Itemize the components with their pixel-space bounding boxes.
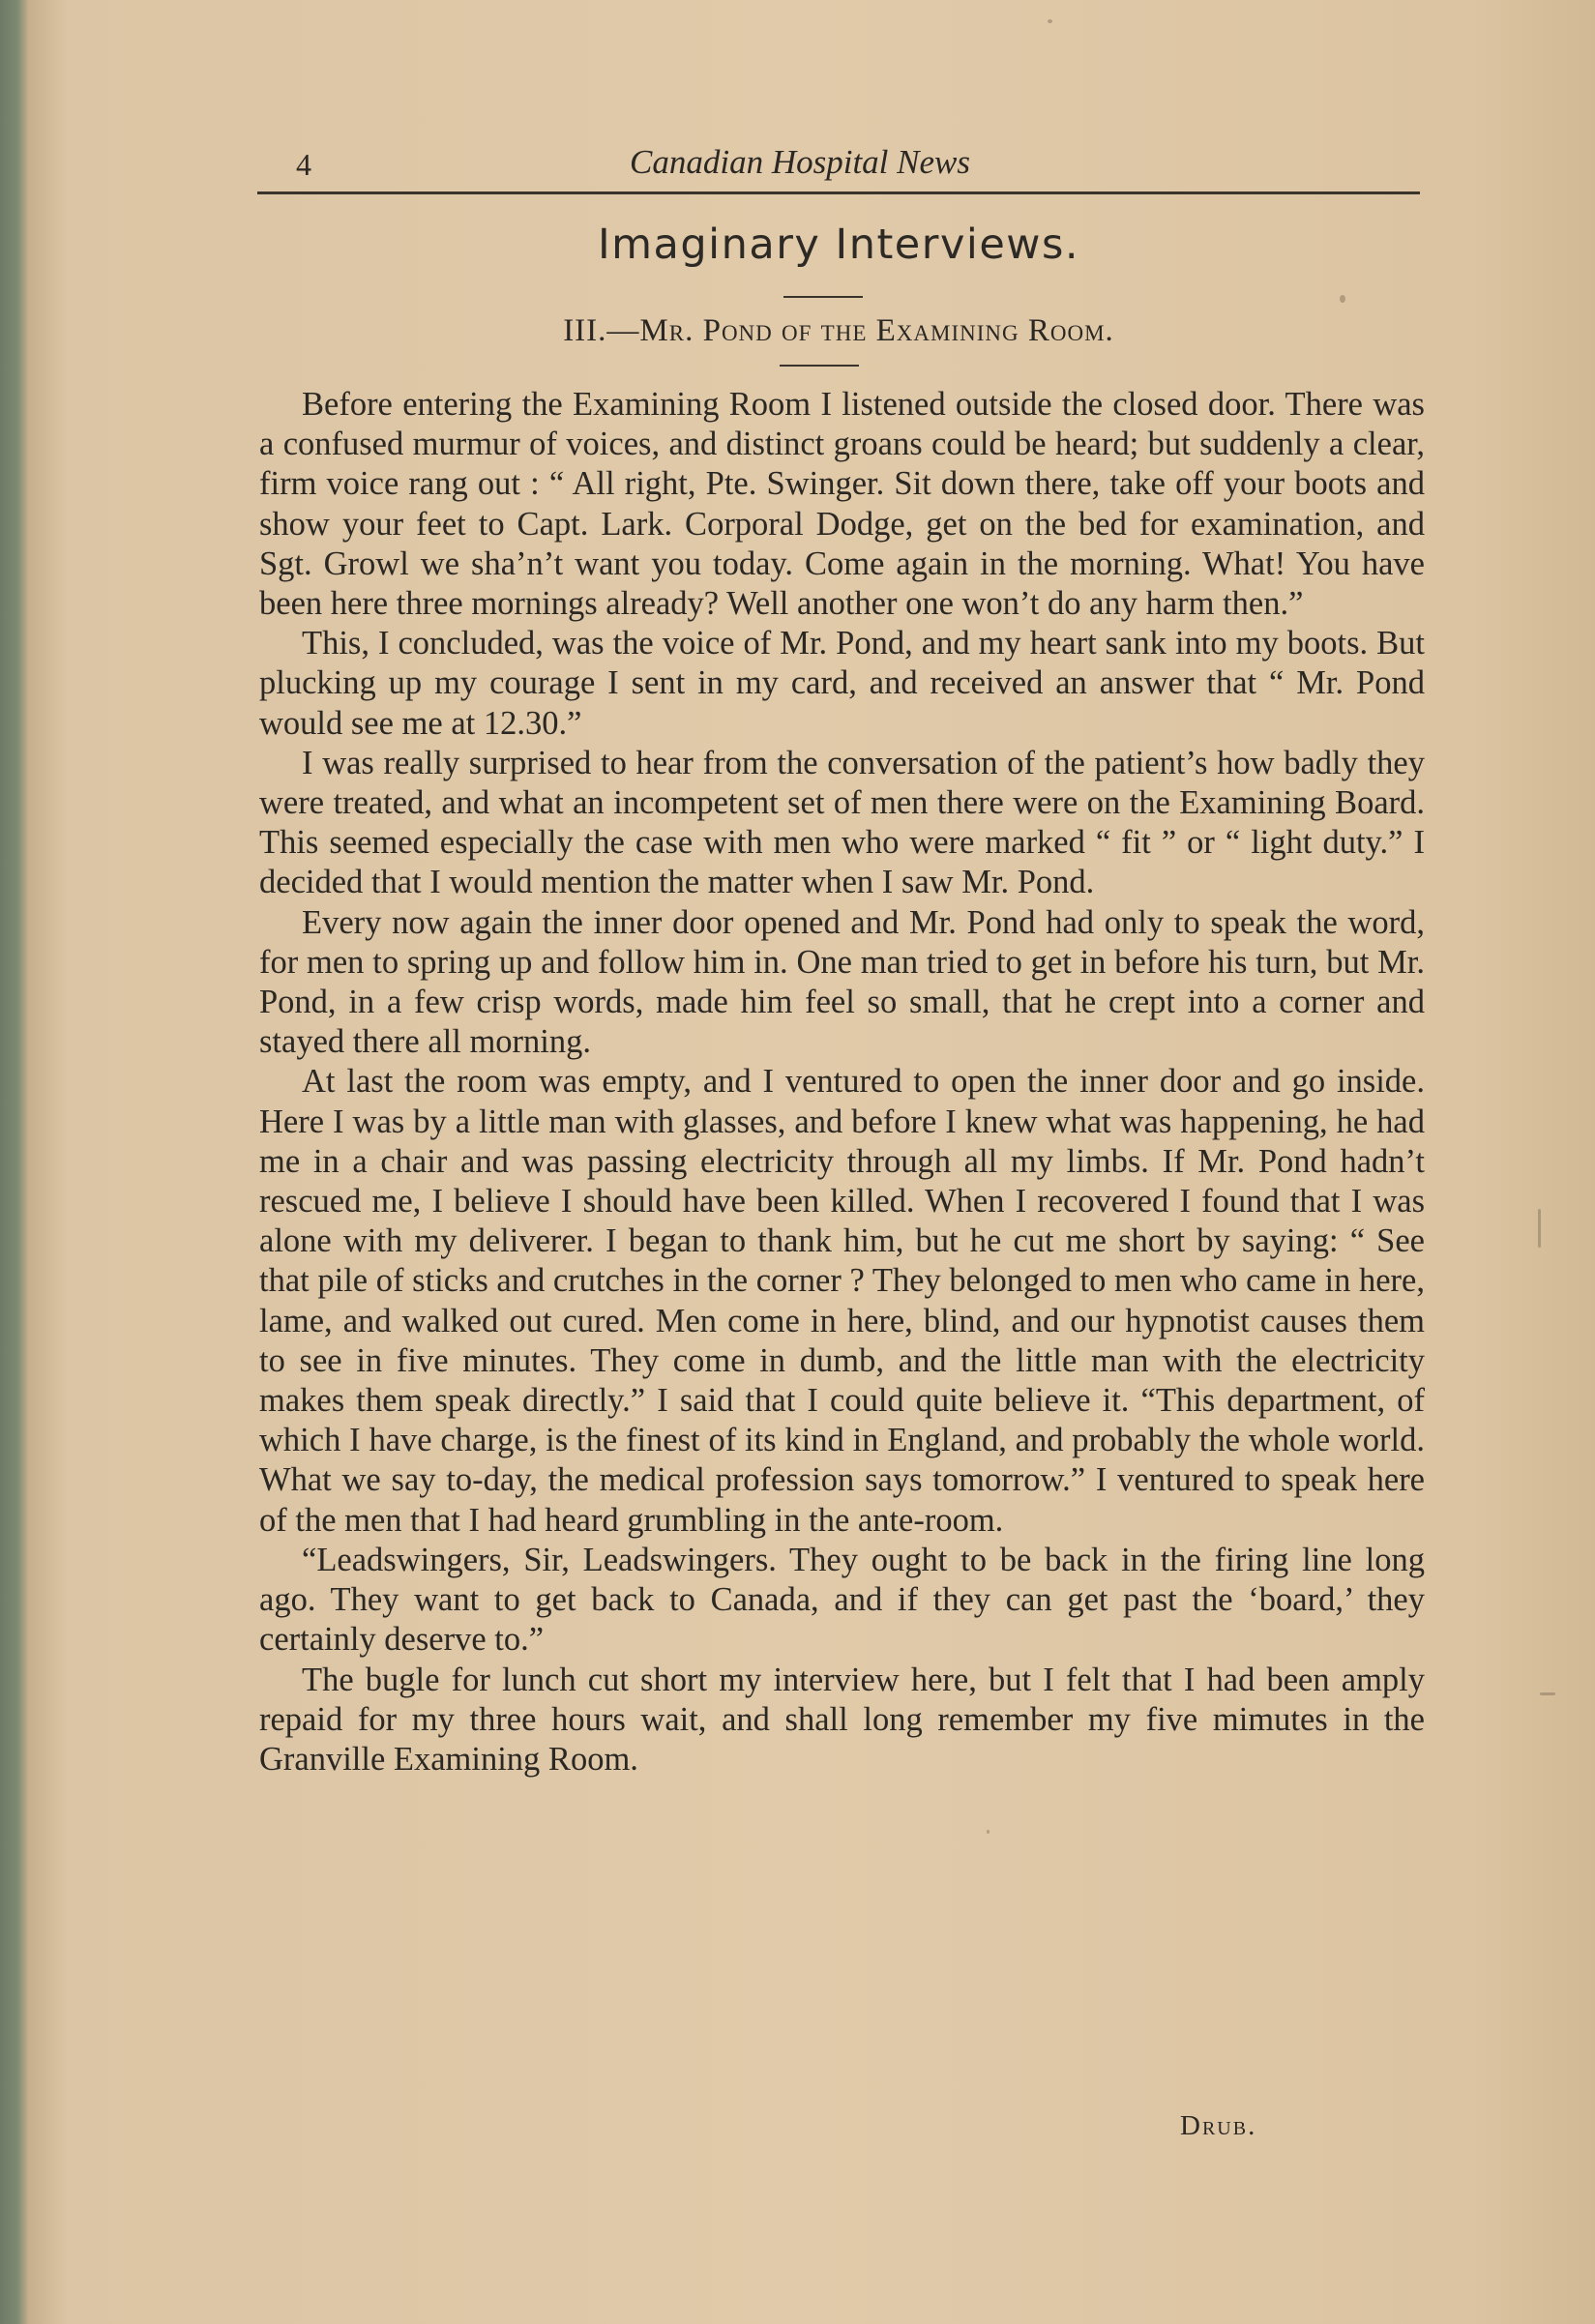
author-signature: Drub. [1180,2110,1257,2141]
paper-speck [1340,295,1345,303]
paragraph: “Leadswingers, Sir, Leadswingers. They ought to be back in the firing line long ago. They want to get back to Canada, and if they can get past the ‘board,’ they certainly deserve to.” [259,1541,1425,1659]
paper-speck [987,1830,989,1834]
paragraph: At last the room was empty, and I ventured to open the inner door and go inside. Here I was by a little man with glasses, and before I knew what was happening, he had me in a chair and was passing electricity through all my limbs. If Mr. Pond hadn’t rescued me, I believe I should have been killed. When I recovered I found that I was alone with my deliverer. I began to thank him, but he cut me short by saying: “ See that pile of sticks and crutches in the corner ? They belonged to men who came in here, lame, and walked out cured. Men come in here, blind, and our hypnotist causes them to see in five minutes. They come in dumb, and the little man with the electricity makes them speak directly.” I said that I could quite believe it. “This department, of which I have charge, is the finest of its kind in England, and probably the whole world. What we say to-day, the medical profession says tomorrow.” I ventured to speak here of the men that I had heard grumbling in the ante-room. [259,1063,1425,1539]
article-title: Imaginary Interviews. [597,221,1080,269]
running-title: Canadian Hospital News [630,143,970,181]
paper-speck [1540,1692,1555,1695]
header-rule [257,191,1420,194]
title-divider [783,296,863,298]
paragraph: Before entering the Examining Room I listened outside the closed door. There was a confused murmur of voices, and distinct groans could be heard; but suddenly a clear, firm voice rang out : “ All right, Pte. Swinger. Sit down there, take off your boots and show your feet to Capt. Lark. Corporal Dodge, get on the bed for examination, and Sgt. Growl we sha’n’t want you today. Come again in the morning. What! You have been here three mornings already? Well another one won’t do any harm then.” [259,386,1425,623]
article-subtitle: III.—Mr. Pond of the Examining Room. [563,313,1114,348]
paragraph: I was really surprised to hear from the conversation of the patient’s how badly they were treated, and what an incompetent set of men there were on the Examining Board. This seemed especially the case with men who were marked “ fit ” or “ light duty.” I decided that I would mention the matter when I saw Mr. Pond. [259,744,1425,901]
page-number: 4 [296,147,311,182]
subtitle-divider [780,365,859,367]
page-header [257,135,1418,193]
article-body [259,385,1425,1780]
paper-speck [1538,1209,1541,1248]
paragraph: Every now again the inner door opened and Mr. Pond had only to speak the word, for men to spring up and follow him in. One man tried to get in before his turn, but Mr. Pond, in a few crisp words, made him feel so small, that he crept into a corner and stayed there all morning. [259,903,1425,1061]
paragraph: The bugle for lunch cut short my interview here, but I felt that I had been amply repaid for my three hours wait, and shall long remember my five mimutes in the Granville Examining Room. [259,1661,1425,1778]
paragraph: This, I concluded, was the voice of Mr. Pond, and my heart sank into my boots. But plucking up my courage I sent in my card, and received an answer that “ Mr. Pond would see me at 12.30.” [259,625,1425,742]
paper-speck [1048,19,1052,23]
